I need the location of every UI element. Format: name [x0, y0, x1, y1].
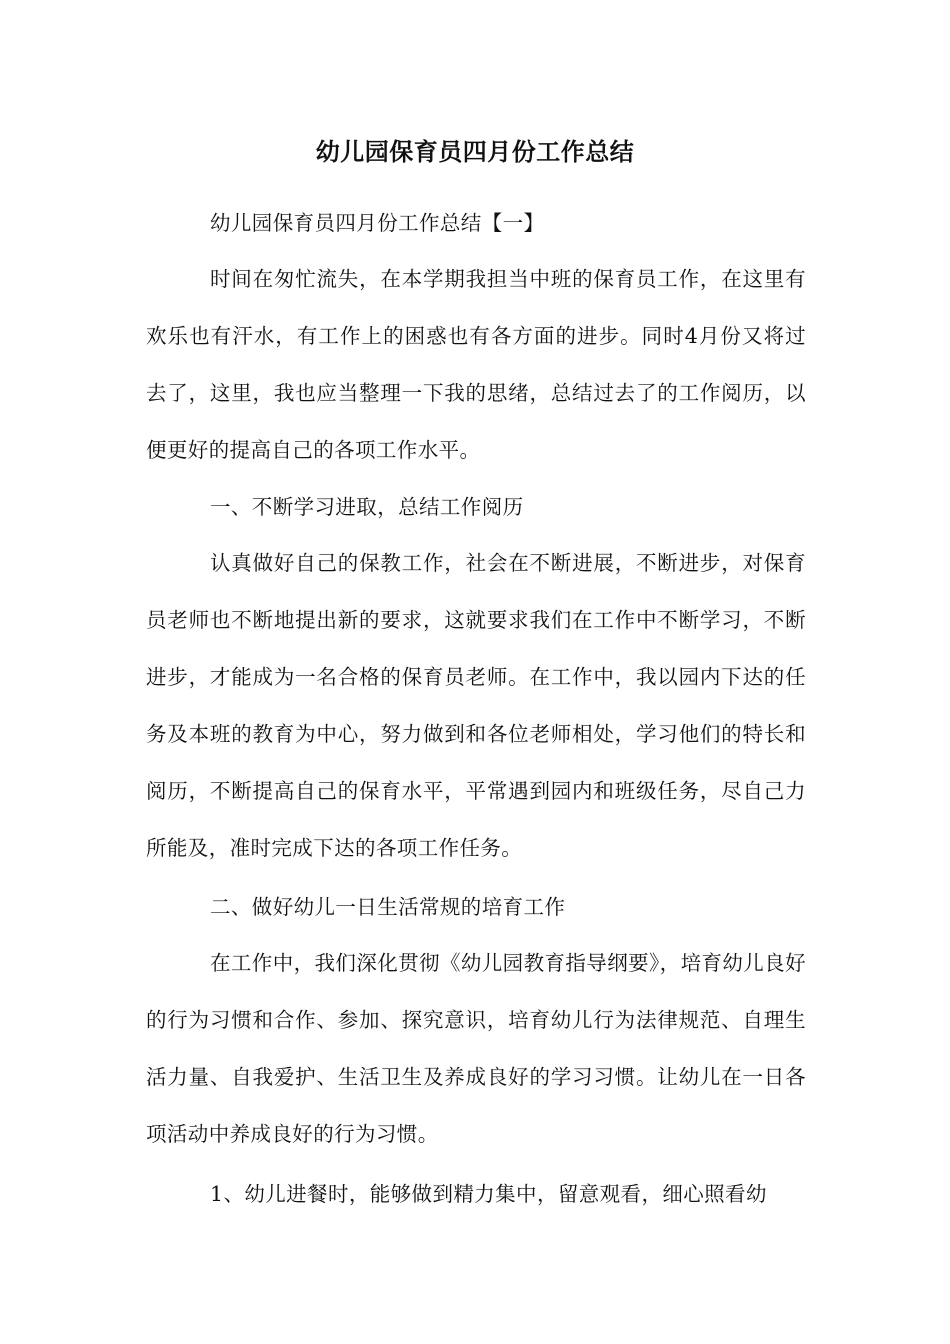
document-title: 幼儿园保育员四月份工作总结: [315, 137, 635, 166]
heading-daily-routine: 二、做好幼儿一日生活常规的培育工作: [210, 895, 566, 919]
paragraph-meal-time: 1、幼儿进餐时，能够做到精力集中，留意观看，细心照看幼: [210, 1182, 767, 1206]
section-subtitle: 幼儿园保育员四月份工作总结【一】: [210, 211, 545, 235]
paragraph-intro: 时间在匆忙流失，在本学期我担当中班的保育员工作，在这里有欢乐也有汗水，有工作上的困惑也有各方面的进步。同时4月份又将过去了，这里，我也应当整理一下我的思绪，总结过去了的工作阅历，以便更好的提高自己的各项工作水平。: [146, 267, 806, 462]
paragraph-daily-routine: 在工作中，我们深化贯彻《幼儿园教育指导纲要》，培育幼儿良好的行为习惯和合作、参加、探究意识，培育幼儿行为法律规范、自理生活力量、自我爱护、生活卫生及养成良好的学习习惯。让幼儿在一日各项活动中养成良好的行为习惯。: [146, 951, 806, 1146]
heading-learning: 一、不断学习进取，总结工作阅历: [210, 495, 524, 519]
paragraph-learning: 认真做好自己的保教工作，社会在不断进展，不断进步，对保育员老师也不断地提出新的要求，这就要求我们在工作中不断学习，不断进步，才能成为一名合格的保育员老师。在工作中，我以园内下达的任务及本班的教育为中心，努力做到和各位老师相处，学习他们的特长和阅历，不断提高自己的保育水平，平常遇到园内和班级任务，尽自己力所能及，准时完成下达的各项工作任务。: [146, 551, 806, 860]
